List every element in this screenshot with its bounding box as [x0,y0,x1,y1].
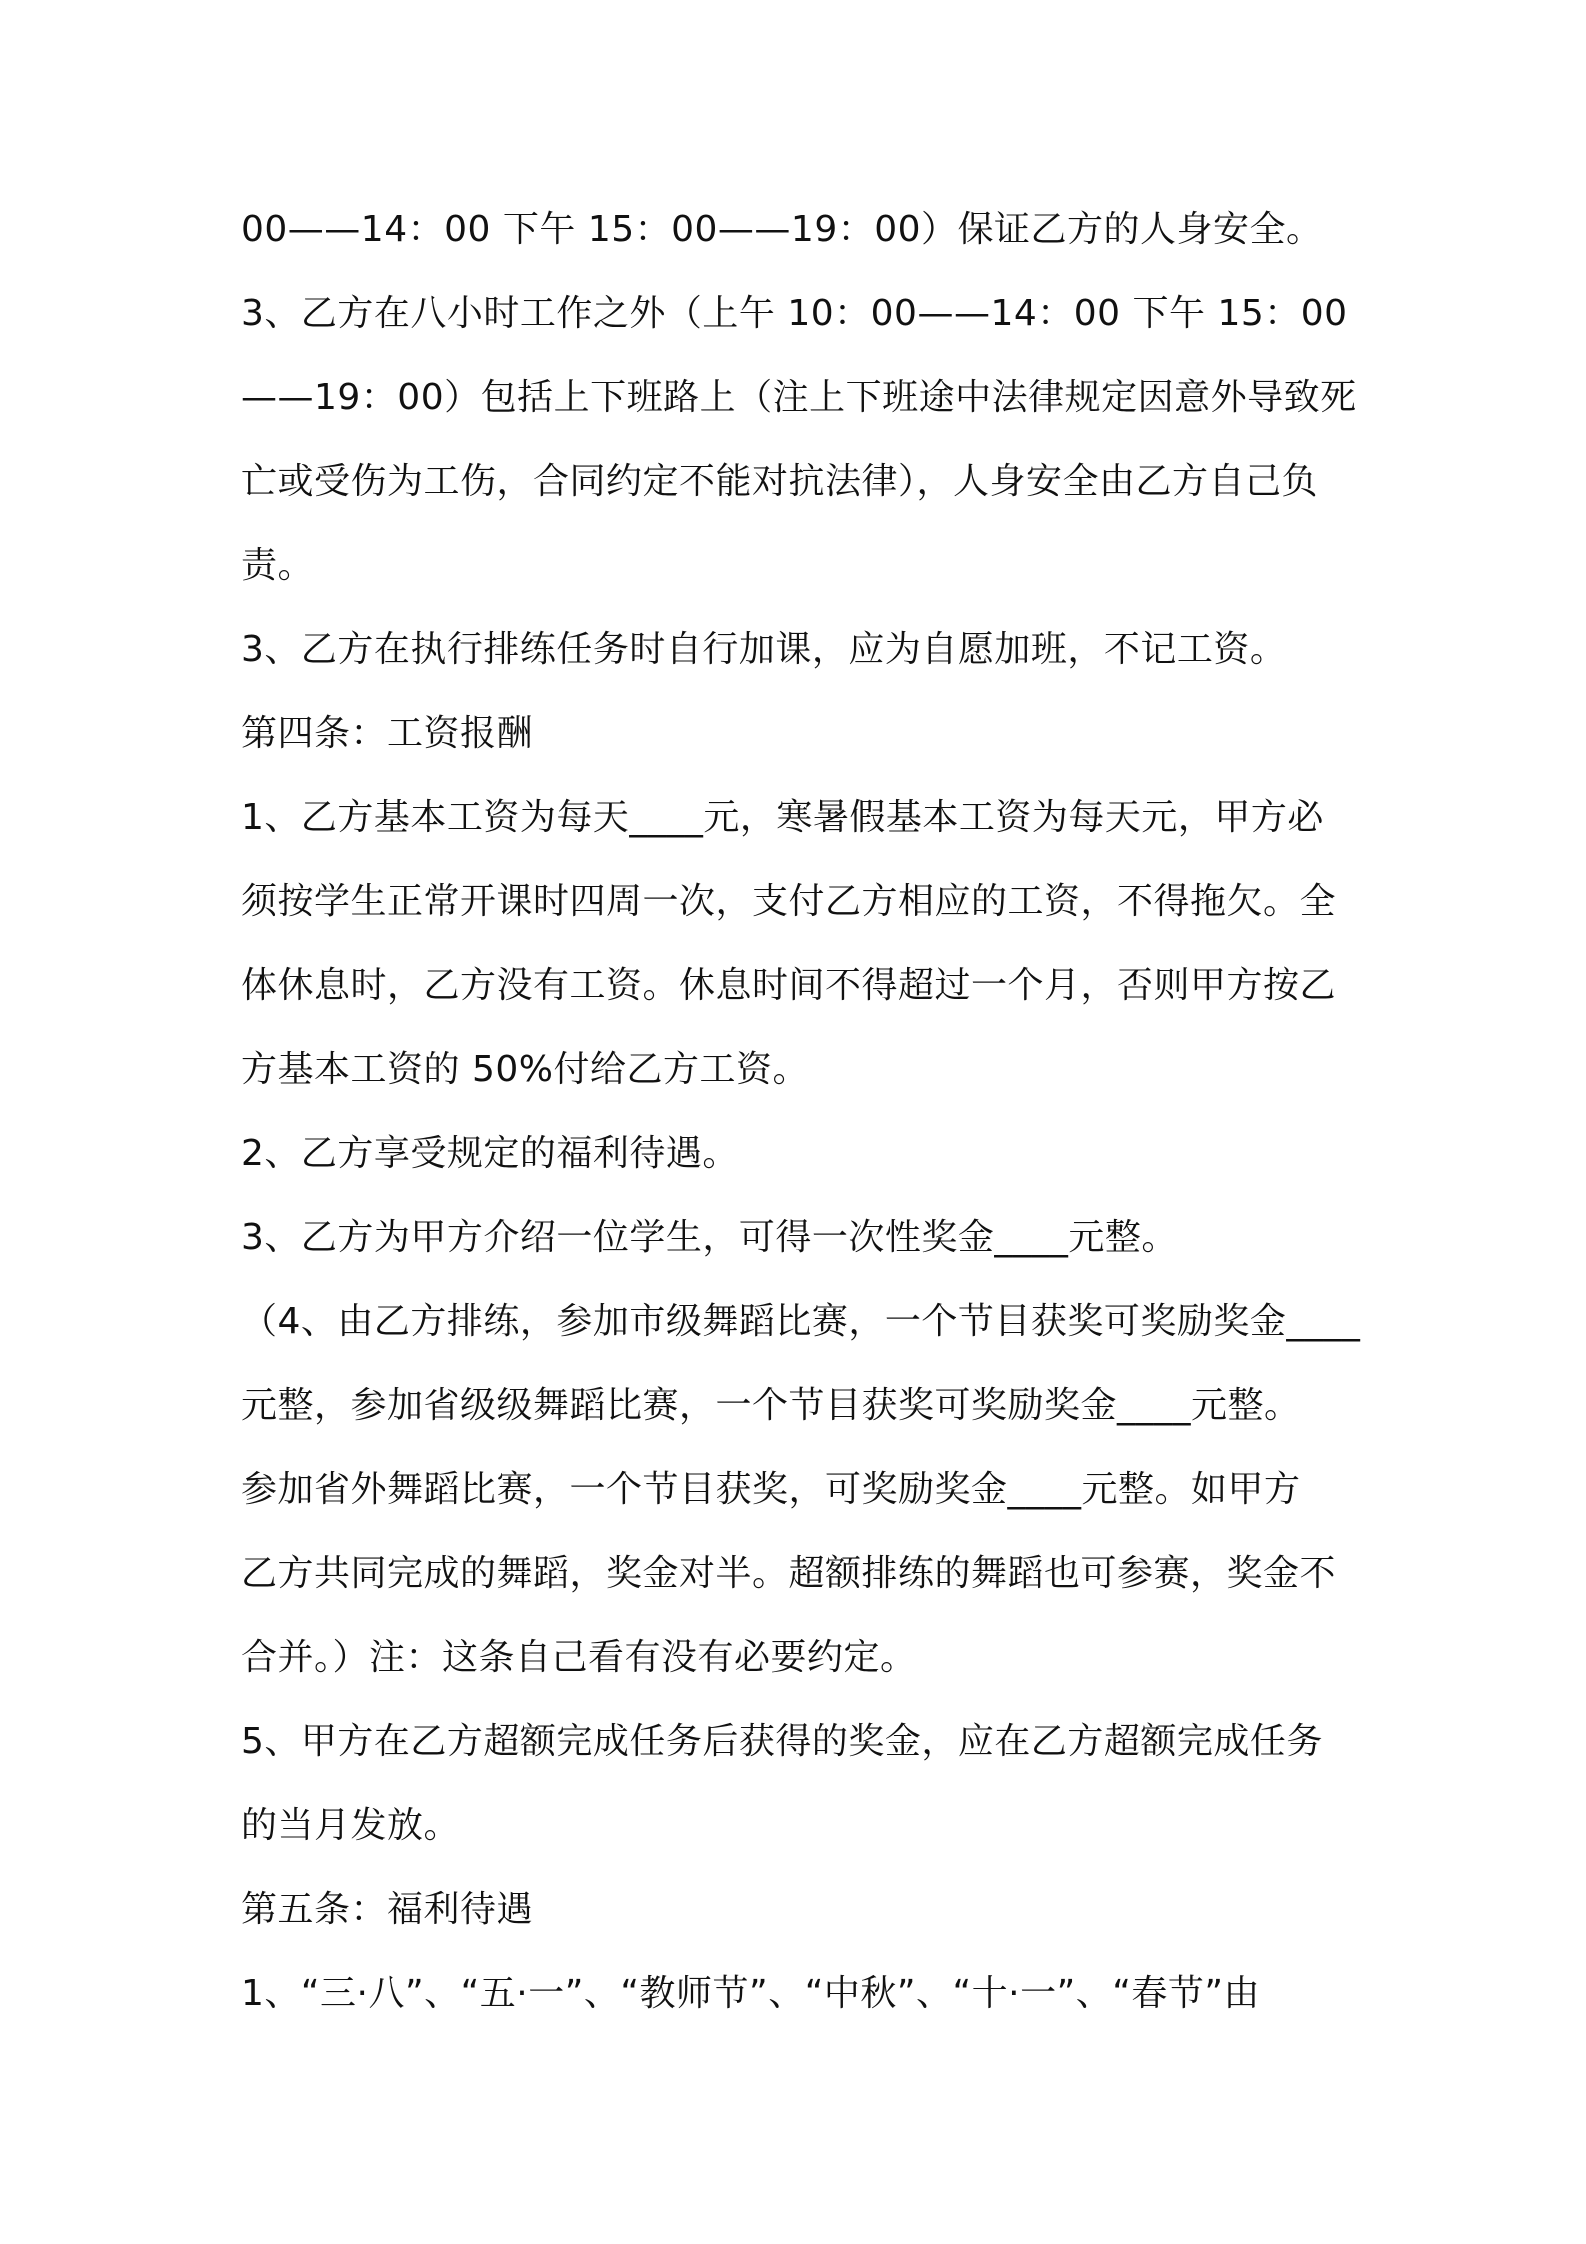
text-line: 参加省外舞蹈比赛，一个节目获奖，可奖励奖金____元整。如甲方 [241,1469,1301,1510]
text-line: 5、甲方在乙方超额完成任务后获得的奖金，应在乙方超额完成任务 [241,1721,1323,1762]
text-line: 1、乙方基本工资为每天____元，寒暑假基本工资为每天元，甲方必 [241,797,1324,838]
text-line: （4、由乙方排练，参加市级舞蹈比赛，一个节目获奖可奖励奖金____ [241,1301,1361,1342]
section-heading: 第四条：工资报酬 [241,713,534,754]
text-line: 责。 [241,545,315,586]
section-heading: 第五条：福利待遇 [241,1889,534,1930]
text-line: 3、乙方在执行排练任务时自行加课，应为自愿加班，不记工资。 [241,629,1287,670]
text-line: 00——14：00 下午 15：00——19：00）保证乙方的人身安全。 [241,209,1323,250]
text-line: 1、“三·八”、“五·一”、“教师节”、“中秋”、“十·一”、“春节”由 [241,1973,1261,2014]
text-line: 合并。）注：这条自己看有没有必要约定。 [241,1637,917,1678]
text-line: 2、乙方享受规定的福利待遇。 [241,1133,739,1174]
text-line: 3、乙方在八小时工作之外（上午 10：00——14：00 下午 15：00 [241,293,1348,334]
text-line: 须按学生正常开课时四周一次，支付乙方相应的工资，不得拖欠。全 [241,881,1337,922]
text-line: 乙方共同完成的舞蹈，奖金对半。超额排练的舞蹈也可参赛，奖金不 [241,1553,1337,1594]
text-line: 方基本工资的 50%付给乙方工资。 [241,1049,809,1090]
text-line: 的当月发放。 [241,1805,461,1846]
text-line: 3、乙方为甲方介绍一位学生，可得一次性奖金____元整。 [241,1217,1178,1258]
text-line: 元整，参加省级级舞蹈比赛，一个节目获奖可奖励奖金____元整。 [241,1385,1301,1426]
text-line: 亡或受伤为工伤，合同约定不能对抗法律），人身安全由乙方自己负 [241,461,1319,502]
text-line: ——19：00）包括上下班路上（注上下班途中法律规定因意外导致死 [241,377,1357,418]
text-line: 体休息时，乙方没有工资。休息时间不得超过一个月，否则甲方按乙 [241,965,1337,1006]
